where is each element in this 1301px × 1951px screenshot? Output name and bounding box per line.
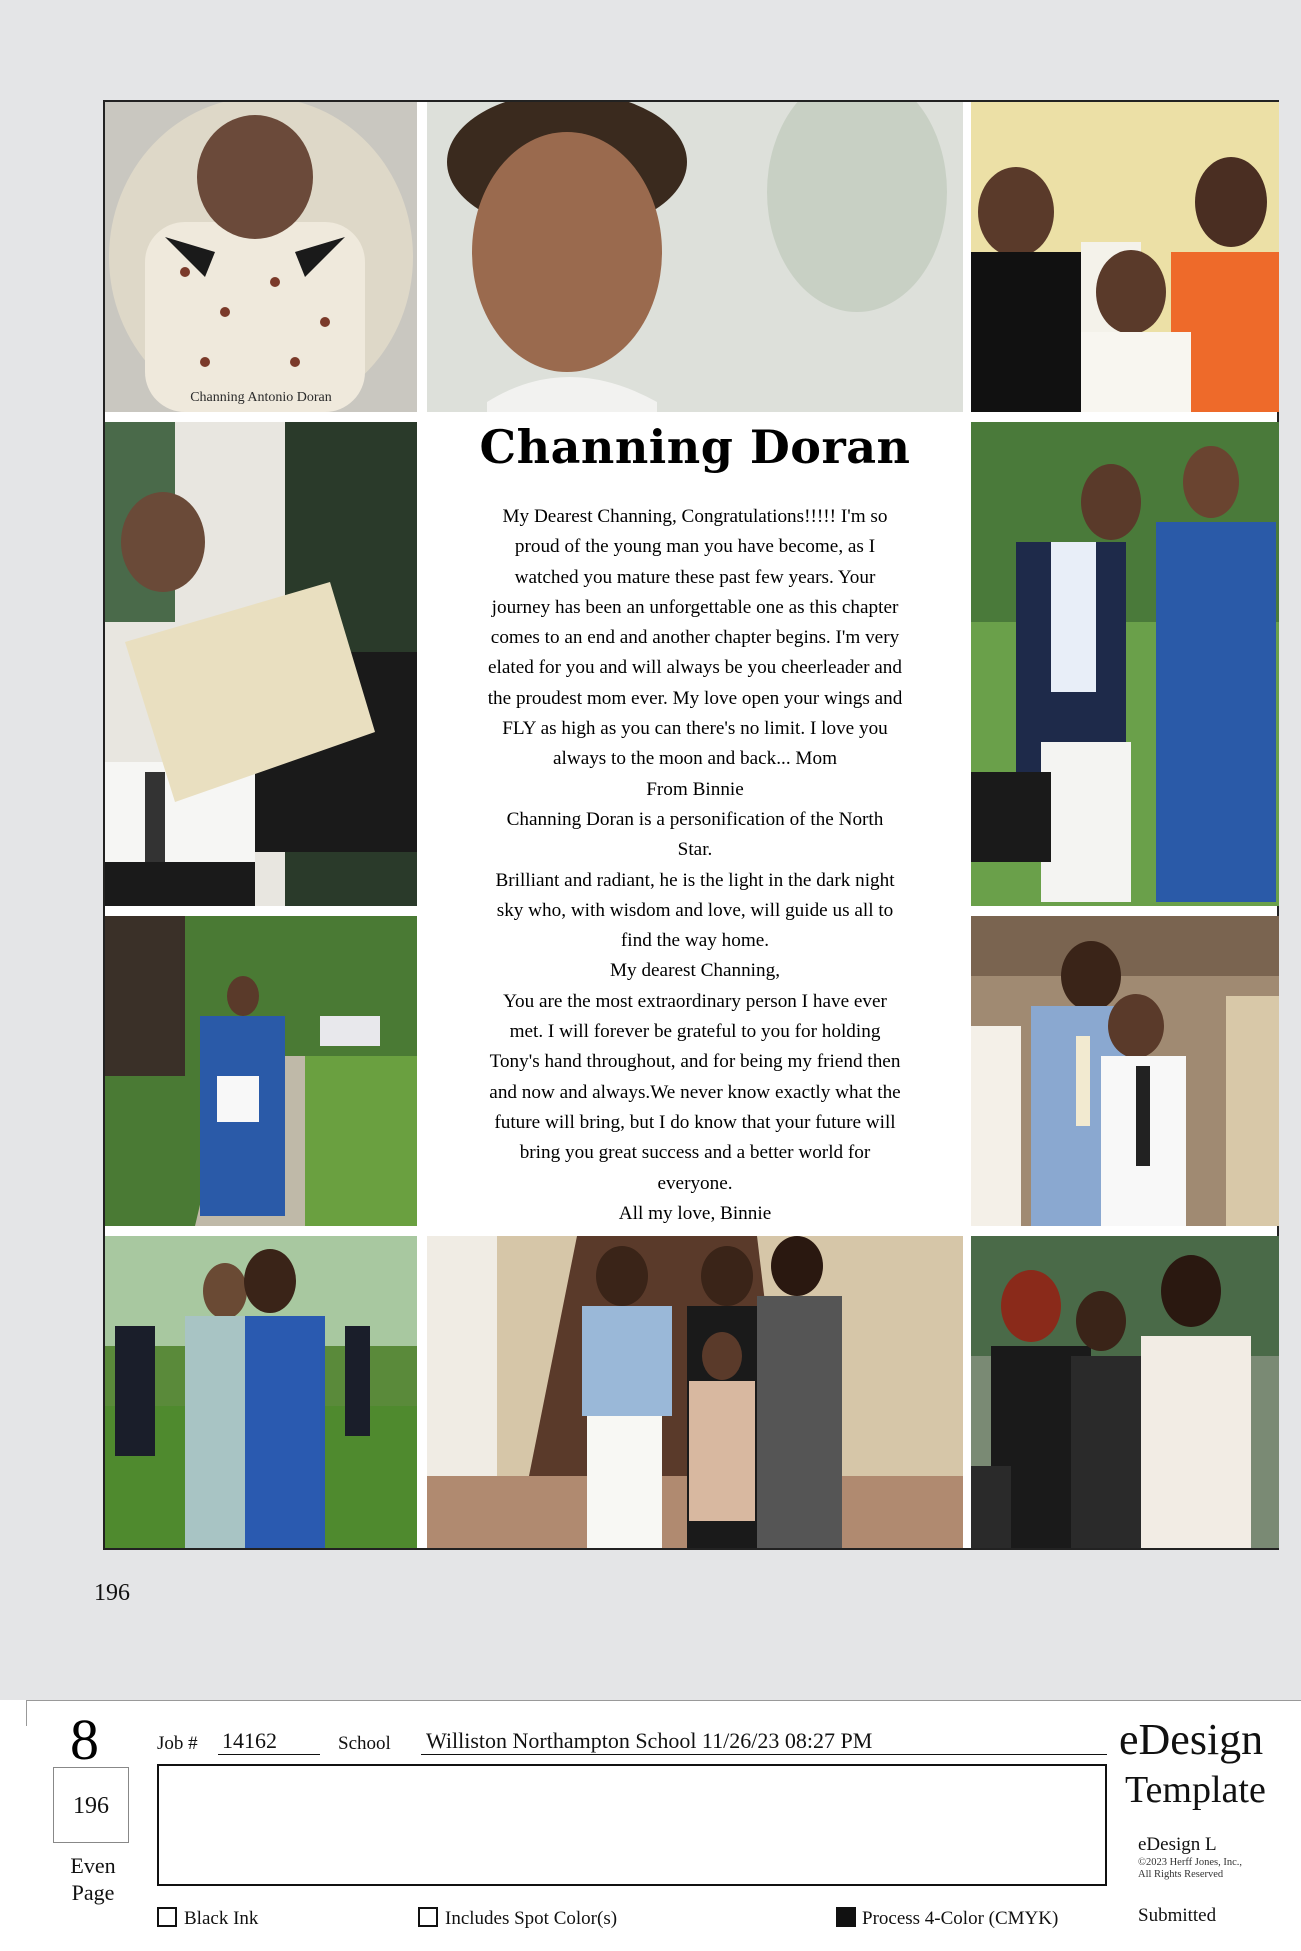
tribute-line: Star. xyxy=(677,839,713,861)
even-page-line2: Page xyxy=(71,1880,115,1905)
tribute-line: watched you mature these past few years. Your xyxy=(514,566,876,588)
job-underline xyxy=(218,1754,320,1755)
tribute-line: met. I will forever be grateful to you for holding xyxy=(509,1021,881,1043)
baby-photo xyxy=(105,102,417,412)
black-ink-label: Black Ink xyxy=(184,1908,259,1929)
tribute-line: the proudest mom ever. My love open your wings and xyxy=(487,687,903,709)
tribute-line: From Binnie xyxy=(646,778,744,800)
tribute-line: everyone. xyxy=(657,1172,733,1194)
even-page-label xyxy=(60,1852,126,1906)
school-value: Williston Northampton School 11/26/23 08:27 PM xyxy=(426,1728,873,1753)
submitted-label: Submitted xyxy=(1138,1905,1217,1926)
graduation-crowd-photo xyxy=(971,916,1279,1226)
tribute-line: Brilliant and radiant, he is the light in the dark night xyxy=(495,869,895,891)
even-page-line1: Even xyxy=(70,1853,116,1878)
tribute-line: Channing Doran is a personification of the North xyxy=(506,808,884,830)
tribute-text xyxy=(430,502,960,1229)
three-person-photo xyxy=(971,1236,1279,1548)
school-underline xyxy=(421,1754,1107,1755)
tribute-line: future will bring, but I do know that your future will xyxy=(494,1111,896,1133)
page-title: Channing Doran xyxy=(479,420,911,474)
tribute-line: Tony's hand throughout, and for being my friend then xyxy=(489,1051,901,1073)
tribute-line: proud of the young man you have become, as I xyxy=(514,536,876,558)
tribute-line: My dearest Channing, xyxy=(610,960,780,982)
campus-lawn-photo xyxy=(105,1236,417,1548)
job-label: Job # xyxy=(157,1733,198,1754)
footer-divider xyxy=(26,1700,1301,1701)
brand-template: Template xyxy=(1125,1769,1266,1811)
tribute-line: always to the moon and back... Mom xyxy=(552,748,838,770)
footer-page-box: 196 xyxy=(53,1767,129,1843)
copyright-notice xyxy=(1138,1857,1242,1881)
certificate-photo xyxy=(105,422,417,906)
baby-photo-caption: Channing Antonio Doran xyxy=(190,390,332,405)
tribute-line: My Dearest Channing, Congratulations!!!!! I'm so xyxy=(502,506,888,527)
yearbook-page xyxy=(103,100,1279,1550)
school-label: School xyxy=(338,1733,391,1754)
black-ink-checkbox[interactable] xyxy=(157,1907,177,1927)
copyright-line2: All Rights Reserved xyxy=(1138,1869,1224,1880)
brand-edesign: eDesign xyxy=(1119,1715,1264,1764)
spot-color-checkbox[interactable] xyxy=(418,1907,438,1927)
tribute-line: FLY as high as you can there's no limit. I love you xyxy=(502,718,888,740)
mother-son-photo xyxy=(971,422,1279,906)
tribute-line: bring you great success and a better world for xyxy=(519,1142,871,1164)
job-number: 14162 xyxy=(222,1728,277,1753)
page-number: 196 xyxy=(94,1580,130,1606)
cmyk-label: Process 4-Color (CMYK) xyxy=(862,1908,1059,1929)
senior-portrait-photo xyxy=(427,102,963,412)
tribute-line: comes to an end and another chapter begins. I'm very xyxy=(490,627,900,649)
tribute-line: journey has been an unforgettable one as this chapter xyxy=(491,596,899,618)
footer-tick-mark xyxy=(26,1700,27,1726)
tribute-line: You are the most extraordinary person I have ever xyxy=(503,990,887,1012)
spot-color-label: Includes Spot Color(s) xyxy=(445,1908,618,1929)
cmyk-checkbox[interactable] xyxy=(836,1907,856,1927)
tribute-line: sky who, with wisdom and love, will guide us all to xyxy=(496,899,894,921)
family-photo-top-right xyxy=(971,102,1279,412)
tribute-line: find the way home. xyxy=(620,930,770,952)
proof-notes-box xyxy=(157,1764,1107,1886)
tribute-line: elated for you and will always be you cheerleader and xyxy=(488,657,902,679)
tribute-line: All my love, Binnie xyxy=(618,1202,772,1224)
graduation-driveway-photo xyxy=(105,916,417,1226)
copyright-line1: ©2023 Herff Jones, Inc., xyxy=(1138,1857,1243,1868)
footer-spread-number: 8 xyxy=(70,1707,99,1772)
edesign-version: eDesign L xyxy=(1138,1834,1217,1855)
tribute-line: and now and always.We never know exactly what the xyxy=(489,1081,901,1103)
christmas-tree-photo xyxy=(427,1236,963,1548)
